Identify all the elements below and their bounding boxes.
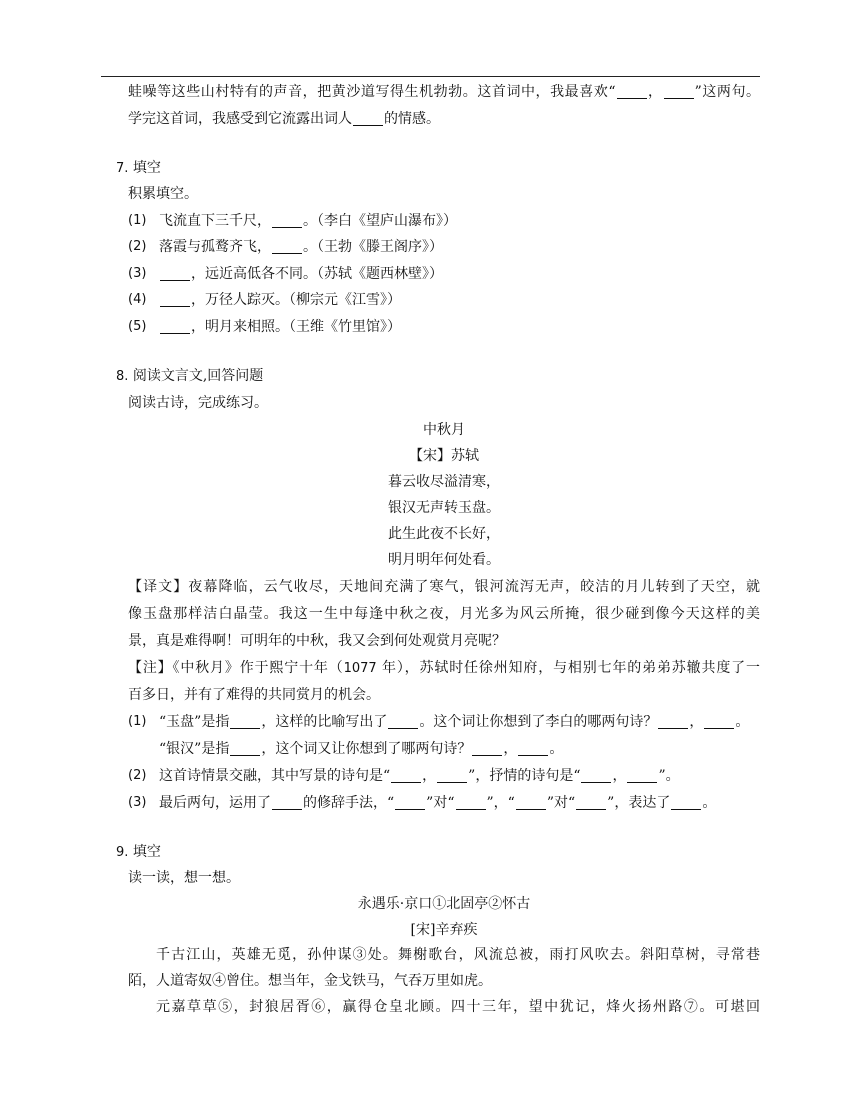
- q8-sub-1-line-2: “银汉”是指 ，这个词又让你想到了哪两句诗？ ， 。: [159, 741, 564, 757]
- item-number: (2): [128, 768, 147, 783]
- poem-line: 暮云收尽溢清寒，: [388, 474, 500, 490]
- q7-item-4: ，万径人踪灭。（柳宗元《江雪》）: [159, 290, 401, 310]
- question-7-prompt: 积累填空。: [128, 186, 198, 202]
- answer-blank[interactable]: [230, 713, 260, 729]
- answer-blank[interactable]: [160, 291, 190, 307]
- answer-blank[interactable]: [272, 238, 302, 254]
- poem-title: 中秋月: [423, 422, 465, 438]
- poem-line: 此生此夜不长好，: [388, 526, 500, 542]
- answer-blank[interactable]: [353, 110, 383, 126]
- translation-line: 景，真是难得啊！可明年的中秋，我又会到何处观赏月亮呢？: [128, 633, 506, 649]
- translation-line: 像玉盘那样洁白晶莹。我这一生中每逢中秋之夜，月光多为风云所掩，很少碰到像今天这样的美: [128, 606, 760, 622]
- item-number: (1): [128, 714, 147, 729]
- note-line: 百多日，并有了难得的共同赏月的机会。: [128, 687, 380, 703]
- q8-sub-1-line-1: “玉盘”是指 ，这样的比喻写出了 。这个词让你想到了李白的哪两句诗？ ， 。: [159, 714, 750, 730]
- answer-blank[interactable]: [395, 794, 425, 810]
- q7-item-2: 落霞与孤鹜齐飞， 。（王勃《滕王阁序》）: [159, 239, 443, 255]
- item-number: (4): [128, 292, 147, 307]
- poem-line: 银汉无声转玉盘。: [388, 500, 500, 516]
- poem-body-line: 陌，人道寄奴④曾住。想当年，金戈铁马，气吞万里如虎。: [128, 973, 492, 989]
- poem-body-line: 元嘉草草⑤，封狼居胥⑥，赢得仓皇北顾。四十三年，望中犹记，烽火扬州路⑦。可堪回: [156, 999, 760, 1015]
- answer-blank[interactable]: [671, 794, 701, 810]
- item-number: (2): [128, 239, 147, 254]
- q7-item-5: ，明月来相照。（王维《竹里馆》）: [159, 317, 401, 337]
- answer-blank[interactable]: [391, 767, 421, 783]
- answer-blank[interactable]: [581, 767, 611, 783]
- answer-blank[interactable]: [658, 713, 688, 729]
- answer-blank[interactable]: [576, 794, 606, 810]
- answer-blank[interactable]: [516, 794, 546, 810]
- answer-blank[interactable]: [627, 767, 657, 783]
- answer-blank[interactable]: [518, 740, 548, 756]
- answer-blank[interactable]: [617, 83, 647, 99]
- poem-line: 明月明年何处看。: [388, 552, 500, 568]
- q7-item-1: 飞流直下三千尺， 。（李白《望庐山瀑布》）: [159, 213, 457, 229]
- question-8-header: 8. 阅读文言文,回答问题: [116, 368, 264, 384]
- answer-blank[interactable]: [230, 740, 260, 756]
- answer-blank[interactable]: [272, 212, 302, 228]
- intro-line-2: 学完这首词，我感受到它流露出词人 的情感。: [128, 111, 440, 127]
- question-9-prompt: 读一读，想一想。: [128, 870, 240, 886]
- poem-author: 【宋】苏轼: [409, 448, 479, 464]
- item-number: (1): [128, 213, 147, 228]
- intro-line-1: 蛙噪等这些山村特有的声音，把黄沙道写得生机勃勃。这首词中，我最喜欢“ ， ”这两句。: [128, 84, 761, 100]
- q7-item-3: ，远近高低各不同。（苏轼《题西林壁》）: [159, 264, 443, 284]
- item-number: (3): [128, 795, 147, 810]
- note-line: 【注】《中秋月》作于熙宁十年（1077 年），苏轼时任徐州知府，与相别七年的弟弟苏辙共度了一: [128, 660, 761, 676]
- q8-sub-3: 最后两句，运用了 的修辞手法，“ ”对“ ”，“ ”对“ ”，表达了 。: [159, 795, 717, 811]
- answer-blank[interactable]: [664, 83, 694, 99]
- item-number: (5): [128, 319, 147, 334]
- answer-blank[interactable]: [704, 713, 734, 729]
- answer-blank[interactable]: [472, 740, 502, 756]
- question-7-header: 7. 填空: [116, 160, 161, 176]
- question-8-prompt: 阅读古诗，完成练习。: [128, 395, 268, 411]
- item-number: (3): [128, 266, 147, 281]
- poem-title: 永遇乐·京口①北固亭②怀古: [357, 896, 531, 912]
- poem-body-line: 千古江山，英雄无觅，孙仲谋③处。舞榭歌台，风流总被，雨打风吹去。斜阳草树，寻常巷: [156, 947, 760, 963]
- answer-blank[interactable]: [388, 713, 418, 729]
- answer-blank[interactable]: [437, 767, 467, 783]
- answer-blank[interactable]: [272, 794, 302, 810]
- poem-author: [宋]辛弃疾: [410, 922, 478, 938]
- question-9-header: 9. 填空: [116, 844, 161, 860]
- answer-blank[interactable]: [160, 265, 190, 281]
- translation-line: 【译文】夜幕降临，云气收尽，天地间充满了寒气，银河流泻无声，皎洁的月儿转到了天空，就: [128, 579, 760, 595]
- answer-blank[interactable]: [456, 794, 486, 810]
- q8-sub-2: 这首诗情景交融，其中写景的诗句是“ ， ”，抒情的诗句是“ ， ”。: [159, 768, 680, 784]
- answer-blank[interactable]: [160, 318, 190, 334]
